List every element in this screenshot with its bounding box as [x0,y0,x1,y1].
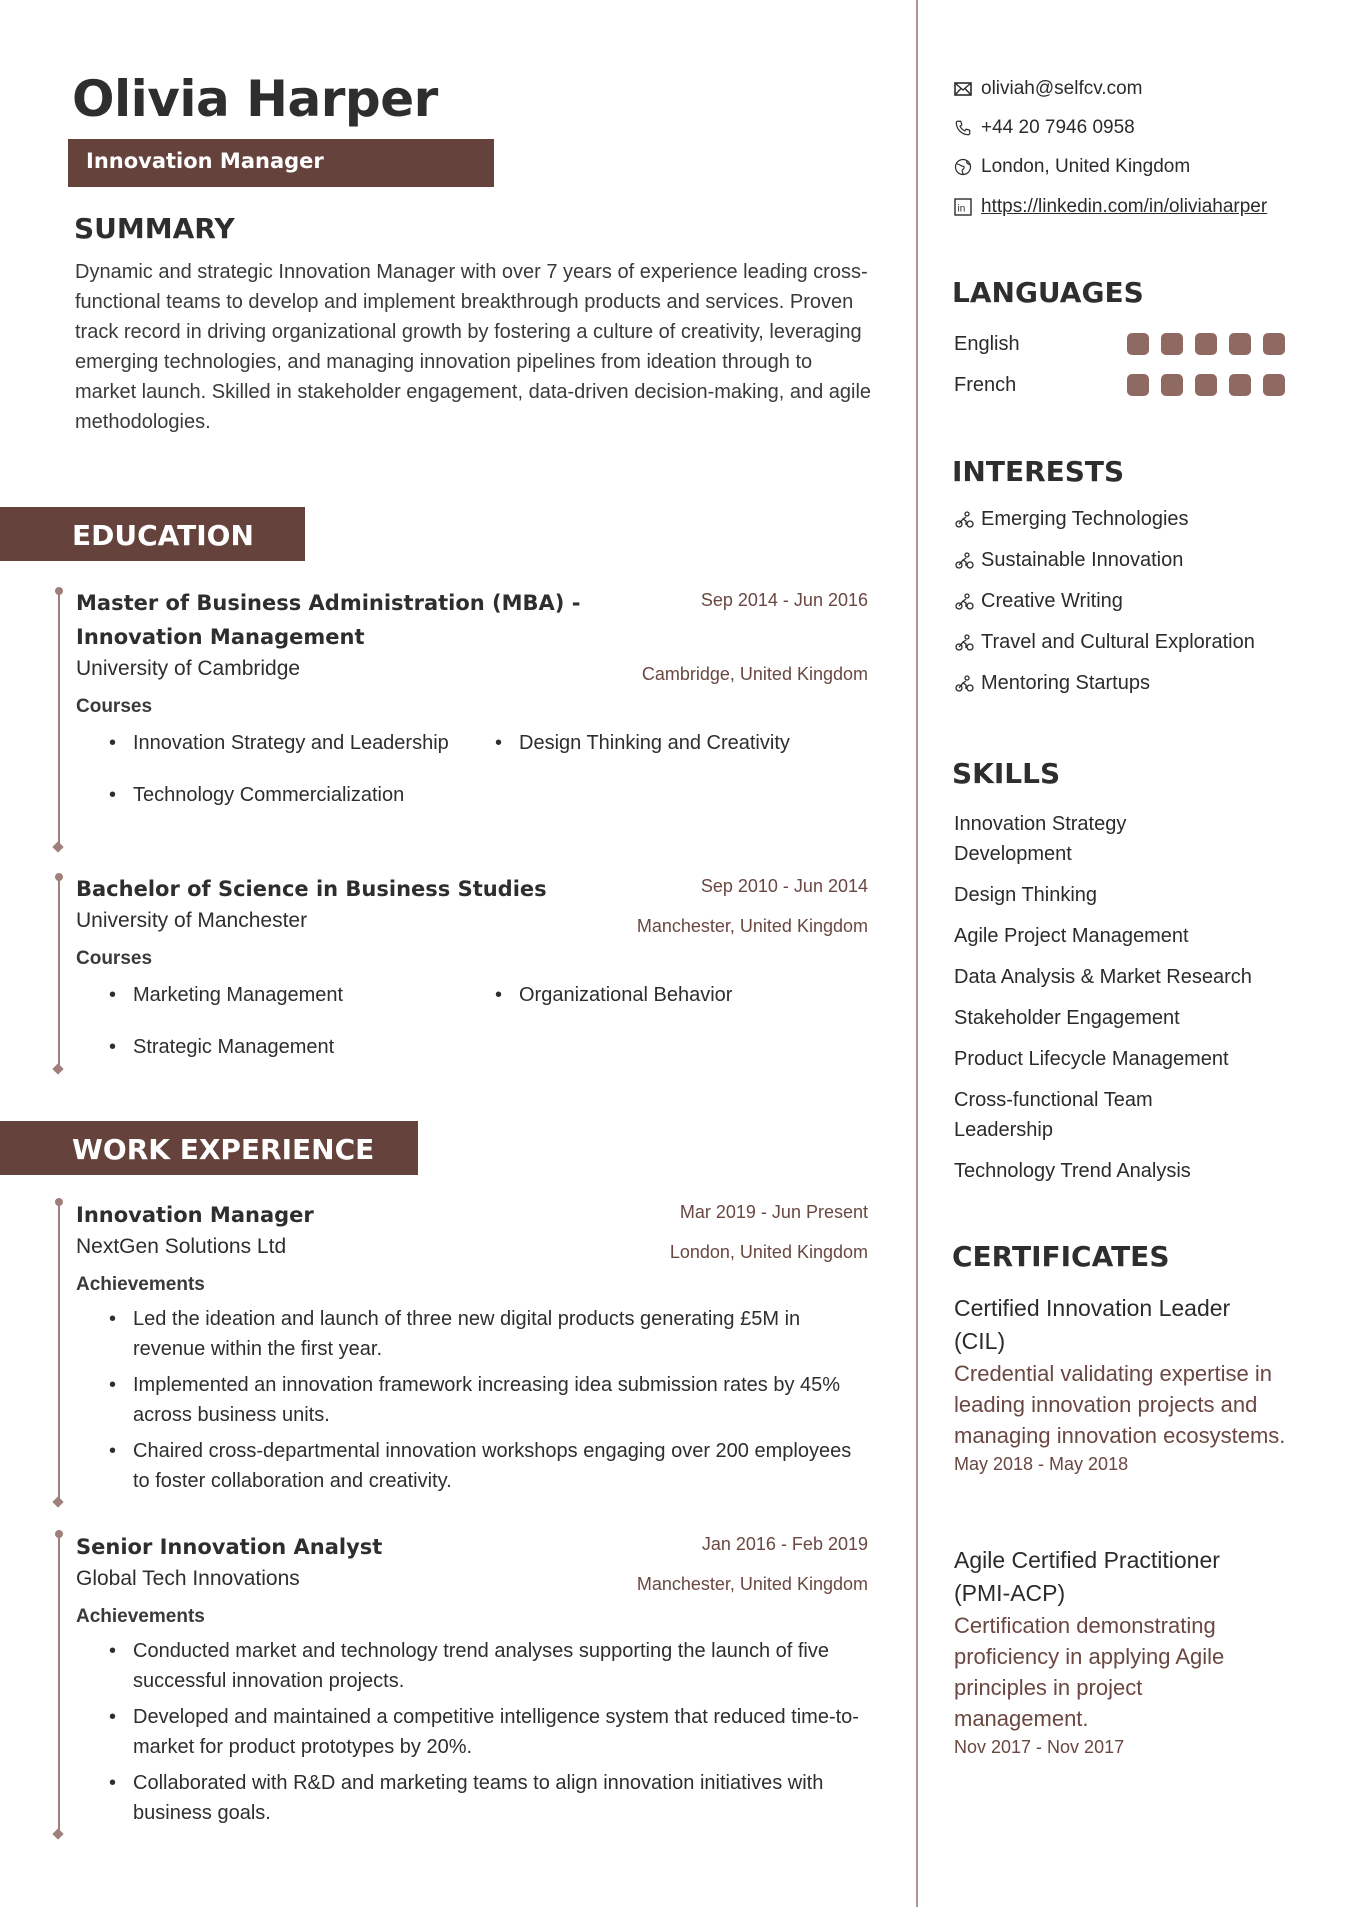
level-dot [1161,333,1183,355]
envelope-icon [953,79,973,99]
language-level-dots [1127,374,1297,396]
job-title: Innovation Manager [86,149,324,173]
entry-date: Sep 2014 - Jun 2016 [700,590,868,610]
skill-item: Agile Project Management [954,925,1189,947]
achievements-label: Achievements [76,1274,205,1295]
courses-label: Courses [76,948,153,969]
candidate-name: Olivia Harper [72,70,438,128]
interest-label: Creative Writing [981,590,1123,612]
courses-list [76,980,868,1084]
level-dot [1161,374,1183,396]
interest-item [955,672,1150,695]
achievement-item: • Conducted market and technology trend analyses supporting the launch of five successful innovation projects. [76,1636,868,1696]
interest-label: Travel and Cultural Exploration [981,631,1255,653]
level-dot [1229,333,1251,355]
language-name: English [954,333,1020,355]
skill-item: Design Thinking [954,884,1098,906]
interests-heading: INTERESTS [952,455,1125,488]
globe-icon [953,157,973,177]
language-row [954,371,1294,399]
interest-label: Emerging Technologies [981,508,1189,530]
level-dot [1195,333,1217,355]
certificate-name: Agile Certified Practitioner (PMI-ACP) [954,1547,1220,1606]
phone-text: +44 20 7946 0958 [981,117,1135,138]
entry-company: Global Tech Innovations [76,1567,300,1590]
contact-location [953,156,1190,178]
entry-role: Senior Innovation Analyst [76,1535,383,1559]
course-item: • Marketing Management [76,980,462,1010]
interest-label: Sustainable Innovation [981,549,1184,571]
course-item: • Organizational Behavior [462,980,848,1010]
achievements-list [76,1636,868,1828]
skill-item: Innovation Strategy Development [954,813,1127,865]
skill-item: Data Analysis & Market Research [954,966,1252,988]
summary-heading: SUMMARY [74,212,235,245]
contact-phone[interactable] [953,117,1135,139]
summary-text: Dynamic and strategic Innovation Manager with over 7 years of experience leading cross-functional teams to develop and implement breakthrough products and services. Proven track record in driving organizational growth by fostering a culture of creativity, leveraging emerging technologies, and managing innovation pipelines from ideation through to market launch. Skilled in stakeholder engagement, data-driven decision-making, and agile methodologies. [75,261,872,433]
interest-item [955,508,1189,531]
entry-role: Innovation Manager [76,1203,314,1227]
timeline-line [58,876,60,1068]
achievement-item: • Led the ideation and launch of three new digital products generating £5M in revenue within the first year. [76,1304,868,1364]
achievement-item: • Developed and maintained a competitive intelligence system that reduced time-to-market for product prototypes by 20%. [76,1702,868,1762]
job-title-bar [68,139,494,187]
entry-school: University of Manchester [76,909,308,932]
skill-item: Technology Trend Analysis [954,1160,1191,1182]
skill-item: Cross-functional Team Leadership [954,1089,1153,1141]
certificate-item [954,1544,1304,1760]
skill-item: Product Lifecycle Management [954,1048,1229,1070]
certificate-date: Nov 2017 - Nov 2017 [954,1737,1125,1757]
level-dot [1229,374,1251,396]
languages-heading: LANGUAGES [952,276,1144,309]
entry-date: Mar 2019 - Jun Present [679,1202,868,1222]
experience-entry [76,1198,868,1502]
phone-icon [953,118,973,138]
certificate-date: May 2018 - May 2018 [954,1454,1129,1474]
contact-linkedin[interactable] [953,196,1267,218]
entry-company: NextGen Solutions Ltd [76,1235,287,1258]
interest-item [955,590,1123,613]
entry-location: Manchester, United Kingdom [636,1574,868,1594]
entry-date: Sep 2010 - Jun 2014 [700,876,868,896]
certificate-item [954,1292,1304,1477]
level-dot [1127,374,1149,396]
courses-list [76,728,868,832]
cyclist-icon [955,510,975,530]
entry-location: Cambridge, United Kingdom [641,664,868,684]
work-experience-section-bar [0,1121,418,1175]
interest-item [955,549,1183,572]
course-item: • Technology Commercialization [76,780,462,810]
entry-date: Jan 2016 - Feb 2019 [701,1534,868,1554]
achievement-item: • Chaired cross-departmental innovation workshops engaging over 200 employees to foster collaboration and creativity. [76,1436,868,1496]
skill-item: Stakeholder Engagement [954,1007,1180,1029]
education-entry [76,872,868,1084]
timeline-line [58,1533,60,1833]
level-dot [1195,374,1217,396]
education-entry [76,586,868,832]
course-item: • Strategic Management [76,1032,462,1062]
level-dot [1263,333,1285,355]
cyclist-icon [955,633,975,653]
linkedin-icon [953,197,973,217]
timeline-line [58,590,60,846]
entry-location: London, United Kingdom [669,1242,868,1262]
level-dot [1263,374,1285,396]
certificate-description: Certification demonstrating proficiency in applying Agile principles in project management. [954,1613,1225,1731]
column-divider [916,0,918,1907]
location-text: London, United Kingdom [981,156,1191,177]
education-heading: EDUCATION [72,519,254,552]
language-name: French [954,374,1017,396]
entry-school: University of Cambridge [76,657,301,680]
certificates-heading: CERTIFICATES [952,1240,1170,1273]
skills-heading: SKILLS [952,757,1061,790]
cyclist-icon [955,592,975,612]
language-row [954,330,1294,358]
course-item: • Design Thinking and Creativity [462,728,848,758]
interest-label: Mentoring Startups [981,672,1150,694]
experience-entry [76,1530,868,1834]
certificate-description: Credential validating expertise in leading innovation projects and managing innovation ecosystems. [954,1361,1286,1448]
entry-degree: Bachelor of Science in Business Studies [76,877,547,901]
entry-location: Manchester, United Kingdom [636,916,868,936]
certificate-name: Certified Innovation Leader (CIL) [954,1295,1231,1354]
svg-text:in: in [957,203,966,215]
achievements-list [76,1304,868,1496]
cyclist-icon [955,674,975,694]
achievement-item: • Implemented an innovation framework increasing idea submission rates by 45% across business units. [76,1370,868,1430]
education-section-bar [0,507,305,561]
level-dot [1127,333,1149,355]
achievements-label: Achievements [76,1606,205,1627]
language-level-dots [1127,333,1297,355]
entry-degree: Master of Business Administration (MBA) - Innovation Management [76,591,581,649]
courses-label: Courses [76,696,153,717]
email-text: oliviah@selfcv.com [981,78,1143,99]
contact-email[interactable] [953,78,1142,100]
cyclist-icon [955,551,975,571]
interest-item [955,631,1255,654]
achievement-item: • Collaborated with R&D and marketing teams to align innovation initiatives with business goals. [76,1768,868,1828]
work-experience-heading: WORK EXPERIENCE [72,1133,375,1166]
timeline-line [58,1201,60,1501]
linkedin-link[interactable]: https://linkedin.com/in/oliviaharper [981,196,1268,217]
course-item: • Innovation Strategy and Leadership [76,728,462,758]
